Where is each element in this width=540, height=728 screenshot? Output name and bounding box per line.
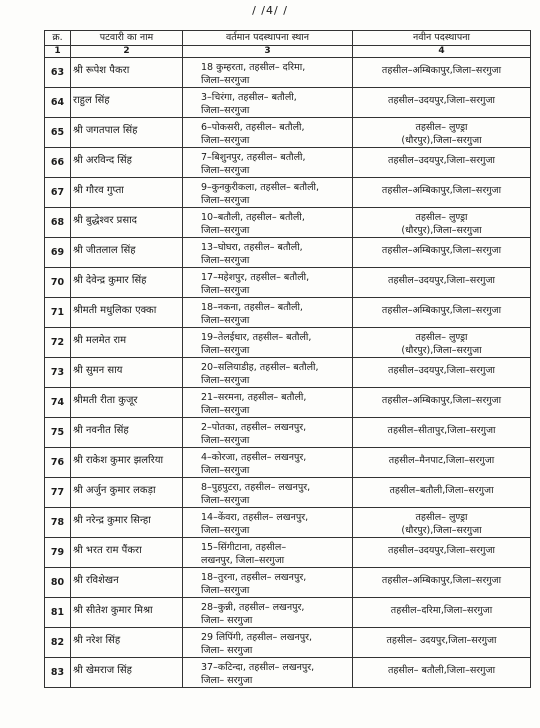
patwari-name: श्री रूपेश पैकरा [71, 58, 183, 88]
serial-number: 74 [45, 388, 71, 418]
new-posting-line1: तहसील–बतौली,जिला–सरगुजा [389, 485, 494, 496]
header-num: 1 [45, 46, 71, 58]
current-posting-line2: जिला–सरगुजा [201, 525, 250, 536]
current-posting-line2: जिला– सरगुजा [201, 615, 253, 626]
current-posting-line1: 8–पुहपुटरा, तहसील– लखनपुर, [201, 482, 311, 493]
serial-number: 83 [45, 658, 71, 688]
table-row [45, 568, 531, 598]
current-posting [183, 88, 353, 118]
current-posting [183, 328, 353, 358]
serial-number: 70 [45, 268, 71, 298]
header-name: पटवारी का नाम [71, 31, 183, 46]
current-posting-line1: 13–घोघरा, तहसील– बतौली, [201, 242, 303, 253]
current-posting-line2: जिला–सरगुजा [201, 135, 250, 146]
current-posting-line2: जिला–सरगुजा [201, 375, 250, 386]
current-posting [183, 598, 353, 628]
new-posting [353, 568, 531, 598]
new-posting-line1: तहसील–मैनपाट,जिला–सरगुजा [388, 455, 495, 466]
current-posting-line2: जिला– सरगुजा [201, 675, 253, 686]
current-posting-line1: 20–सलियाडीह, तहसील– बतौली, [201, 362, 319, 373]
serial-number: 79 [45, 538, 71, 568]
current-posting-line2: जिला–सरगुजा [201, 195, 250, 206]
new-posting-line1: तहसील–दरिमा,जिला–सरगुजा [390, 605, 493, 616]
current-posting [183, 568, 353, 598]
serial-number: 67 [45, 178, 71, 208]
serial-number: 63 [45, 58, 71, 88]
table-row [45, 298, 531, 328]
header-number-row [45, 46, 531, 58]
current-posting [183, 658, 353, 688]
header-row [45, 31, 531, 46]
current-posting-line1: 18–तुरना, तहसील– लखनपुर, [201, 572, 307, 583]
table-row [45, 358, 531, 388]
new-posting-line1: तहसील–उदयपुर,जिला–सरगुजा [388, 95, 495, 106]
current-posting-line2: जिला–सरगुजा [201, 75, 250, 86]
new-posting [353, 238, 531, 268]
current-posting-line2: लखनपुर, जिला–सरगुजा [201, 555, 285, 566]
table-row [45, 478, 531, 508]
header-new-posting: नवीन पदस्थापना [353, 31, 531, 46]
current-posting-line1: 10–बतौली, तहसील– बतौली, [201, 212, 305, 223]
new-posting-line1: तहसील–उदयपुर,जिला–सरगुजा [388, 365, 495, 376]
current-posting [183, 238, 353, 268]
new-posting-line1: तहसील– लुण्ड्रा [415, 512, 468, 523]
patwari-name: श्री बुद्धेश्वर प्रसाद [71, 208, 183, 238]
serial-number: 82 [45, 628, 71, 658]
current-posting-line1: 18 कुम्हरता, तहसील– दरिमा, [201, 62, 306, 73]
current-posting-line1: 3–चिरंगा, तहसील– बतौली, [201, 92, 297, 103]
new-posting-line1: तहसील– लुण्ड्रा [415, 122, 468, 133]
current-posting-line2: जिला–सरगुजा [201, 315, 250, 326]
new-posting-line1: तहसील– उदयपुर,जिला–सरगुजा [386, 635, 497, 646]
patwari-name: श्री रविशेखन [71, 568, 183, 598]
current-posting-line2: जिला–सरगुजा [201, 255, 250, 266]
new-posting [353, 598, 531, 628]
patwari-name: श्रीमती रीता कुजूर [71, 388, 183, 418]
current-posting-line1: 15–सिंगीटाना, तहसील– [201, 542, 287, 553]
current-posting-line1: 19–तेलईधार, तहसील– बतौली, [201, 332, 312, 343]
new-posting-line2: (धौरपुर),जिला–सरगुजा [401, 225, 482, 236]
table-row [45, 118, 531, 148]
current-posting-line1: 9–कुनकुरीकला, तहसील– बतौली, [201, 182, 320, 193]
new-posting [353, 148, 531, 178]
header-num: 4 [353, 46, 531, 58]
current-posting [183, 448, 353, 478]
current-posting-line2: जिला–सरगुजा [201, 465, 250, 476]
current-posting [183, 178, 353, 208]
table-row [45, 328, 531, 358]
new-posting-line1: तहसील–अम्बिकापुर,जिला–सरगुजा [381, 65, 502, 76]
table-row [45, 148, 531, 178]
serial-number: 81 [45, 598, 71, 628]
current-posting-line1: 14–केंवरा, तहसील– लखनपुर, [201, 512, 309, 523]
current-posting [183, 508, 353, 538]
new-posting-line2: (धौरपुर),जिला–सरगुजा [401, 525, 482, 536]
current-posting-line1: 4–कोरजा, तहसील– लखनपुर, [201, 452, 307, 463]
table-row [45, 88, 531, 118]
table-row [45, 658, 531, 688]
table-row [45, 58, 531, 88]
patwari-name: श्री जीतलाल सिंह [71, 238, 183, 268]
serial-number: 77 [45, 478, 71, 508]
current-posting [183, 418, 353, 448]
current-posting-line2: जिला–सरगुजा [201, 165, 250, 176]
patwari-name: श्री अर्जुन कुमार लकड़ा [71, 478, 183, 508]
current-posting [183, 208, 353, 238]
new-posting [353, 478, 531, 508]
table-row [45, 628, 531, 658]
current-posting-line1: 7–बिशुनपुर, तहसील– बतौली, [201, 152, 306, 163]
serial-number: 68 [45, 208, 71, 238]
patwari-name: श्री भरत राम पैंकरा [71, 538, 183, 568]
current-posting-line1: 6–पोकसरी, तहसील– बतौली, [201, 122, 305, 133]
serial-number: 75 [45, 418, 71, 448]
serial-number: 80 [45, 568, 71, 598]
serial-number: 69 [45, 238, 71, 268]
new-posting [353, 628, 531, 658]
current-posting-line1: 17–महेशपुर, तहसील– बतौली, [201, 272, 310, 283]
new-posting [353, 418, 531, 448]
table-row [45, 418, 531, 448]
current-posting-line2: जिला–सरगुजा [201, 495, 250, 506]
current-posting-line1: 2–पोतका, तहसील– लखनपुर, [201, 422, 307, 433]
current-posting [183, 268, 353, 298]
current-posting-line1: 18–नकना, तहसील– बतौली, [201, 302, 303, 313]
new-posting-line2: (धौरपुर),जिला–सरगुजा [401, 345, 482, 356]
patwari-name: श्री गौरव गुप्ता [71, 178, 183, 208]
current-posting-line2: जिला–सरगुजा [201, 585, 250, 596]
patwari-name: श्री मलमेत राम [71, 328, 183, 358]
serial-number: 73 [45, 358, 71, 388]
patwari-name: श्री सुमन साय [71, 358, 183, 388]
patwari-name: श्री नवनीत सिंह [71, 418, 183, 448]
patwari-name: श्री खेमराज सिंह [71, 658, 183, 688]
new-posting-line2: (धौरपुर),जिला–सरगुजा [401, 135, 482, 146]
patwari-name: श्री देवेन्द्र कुमार सिंह [71, 268, 183, 298]
new-posting-line1: तहसील–अम्बिकापुर,जिला–सरगुजा [381, 395, 502, 406]
page-number: / /4/ / [252, 4, 288, 17]
new-posting-line1: तहसील–उदयपुर,जिला–सरगुजा [388, 545, 495, 556]
new-posting [353, 388, 531, 418]
current-posting-line1: 37–कटिन्दा, तहसील– लखनपुर, [201, 662, 315, 673]
table-row [45, 508, 531, 538]
new-posting [353, 268, 531, 298]
new-posting [353, 208, 531, 238]
new-posting [353, 298, 531, 328]
serial-number: 76 [45, 448, 71, 478]
header-current-posting: वर्तमान पदस्थापना स्थान [183, 31, 353, 46]
current-posting-line2: जिला–सरगुजा [201, 105, 250, 116]
new-posting-line1: तहसील–अम्बिकापुर,जिला–सरगुजा [381, 575, 502, 586]
serial-number: 72 [45, 328, 71, 358]
new-posting [353, 58, 531, 88]
serial-number: 65 [45, 118, 71, 148]
new-posting [353, 328, 531, 358]
current-posting [183, 58, 353, 88]
current-posting-line1: 28–कुन्नी, तहसील– लखनपुर, [201, 602, 305, 613]
serial-number: 66 [45, 148, 71, 178]
current-posting [183, 628, 353, 658]
table-row [45, 538, 531, 568]
serial-number: 71 [45, 298, 71, 328]
patwari-name: श्री नरेन्द्र कुमार सिन्हा [71, 508, 183, 538]
current-posting-line2: जिला–सरगुजा [201, 435, 250, 446]
patwari-name: राहुल सिंह [71, 88, 183, 118]
new-posting-line1: तहसील–सीतापुर,जिला–सरगुजा [387, 425, 496, 436]
table-row [45, 178, 531, 208]
new-posting [353, 88, 531, 118]
header-num: 2 [71, 46, 183, 58]
current-posting-line2: जिला–सरगुजा [201, 345, 250, 356]
table-row [45, 268, 531, 298]
header-num: 3 [183, 46, 353, 58]
new-posting-line1: तहसील–अम्बिकापुर,जिला–सरगुजा [381, 245, 502, 256]
current-posting [183, 148, 353, 178]
serial-number: 78 [45, 508, 71, 538]
current-posting-line2: जिला–सरगुजा [201, 225, 250, 236]
serial-number: 64 [45, 88, 71, 118]
table-row [45, 388, 531, 418]
current-posting [183, 118, 353, 148]
header-serial: क्र. [45, 31, 71, 46]
new-posting-line1: तहसील–अम्बिकापुर,जिला–सरगुजा [381, 185, 502, 196]
patwari-name: श्री नरेश सिंह [71, 628, 183, 658]
current-posting-line1: 29 लिपिंगी, तहसील– लखनपुर, [201, 632, 313, 643]
table-row [45, 598, 531, 628]
new-posting [353, 358, 531, 388]
table-row [45, 208, 531, 238]
new-posting [353, 658, 531, 688]
new-posting-line1: तहसील– बतौली,जिला–सरगुजा [387, 665, 496, 676]
new-posting [353, 118, 531, 148]
patwari-name: श्रीमती मधुलिका एक्का [71, 298, 183, 328]
current-posting-line2: जिला– सरगुजा [201, 645, 253, 656]
new-posting-line1: तहसील– लुण्ड्रा [415, 332, 468, 343]
current-posting [183, 388, 353, 418]
table-row [45, 448, 531, 478]
current-posting-line2: जिला–सरगुजा [201, 285, 250, 296]
new-posting-line1: तहसील–अम्बिकापुर,जिला–सरगुजा [381, 305, 502, 316]
current-posting [183, 478, 353, 508]
current-posting-line1: 21–सरमना, तहसील– बतौली, [201, 392, 307, 403]
new-posting [353, 178, 531, 208]
patwari-name: श्री सीतेश कुमार मिश्रा [71, 598, 183, 628]
new-posting [353, 508, 531, 538]
new-posting [353, 538, 531, 568]
new-posting [353, 448, 531, 478]
new-posting-line1: तहसील–उदयपुर,जिला–सरगुजा [388, 275, 495, 286]
new-posting-line1: तहसील– लुण्ड्रा [415, 212, 468, 223]
current-posting [183, 358, 353, 388]
new-posting-line1: तहसील–उदयपुर,जिला–सरगुजा [388, 155, 495, 166]
current-posting [183, 298, 353, 328]
current-posting [183, 538, 353, 568]
patwari-name: श्री राकेश कुमार झलरिया [71, 448, 183, 478]
table-row [45, 238, 531, 268]
transfer-table [44, 30, 531, 688]
current-posting-line2: जिला–सरगुजा [201, 405, 250, 416]
patwari-name: श्री जगतपाल सिंह [71, 118, 183, 148]
patwari-name: श्री अरविन्द सिंह [71, 148, 183, 178]
